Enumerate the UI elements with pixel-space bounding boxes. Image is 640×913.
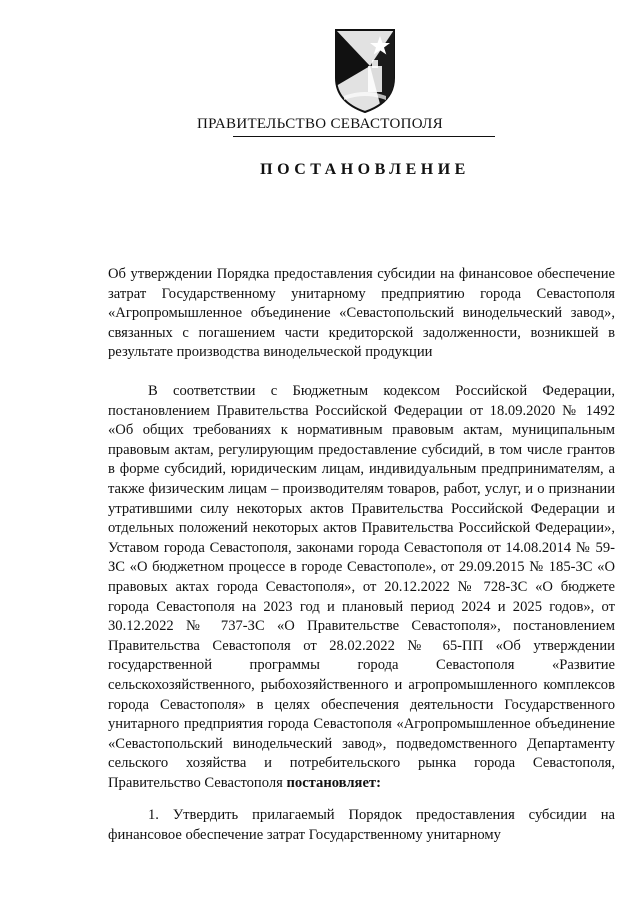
document-type: ПОСТАНОВЛЕНИЕ	[260, 161, 470, 178]
item-1-text: 1. Утвердить прилагаемый Порядок предоставления субсидии на финансовое обеспечение затрат Государственному унитарному	[108, 807, 615, 843]
resolution-item-1	[108, 806, 615, 845]
resolution-title: Об утверждении Порядка предоставления субсидии на финансовое обеспечение затрат Государственному унитарному предприятию города Севастополя «Агропромышленное объединение «Севастопольский винодельческий завод», связанных с погашением части кредиторской задолженности, возникшей в результате производства винодельческой продукции	[108, 266, 615, 360]
preamble-text: В соответствии с Бюджетным кодексом Российской Федерации, постановлением Правительства Российской Федерации от 18.09.2020 № 1492 «Об общих требованиях к нормативным правовым актам, муниципальным правовым актам, регулирующим предоставление субсидий, в том числе грантов в форме субсидий, юридическим лицам, индивидуальным предпринимателям, а также физическим лицам – производителям товаров, работ, услуг, и о признании утратившими силу некоторых актов Правительства Российской Федерации и отдельных положений некоторых актов Правительства Российской Федерации», Уставом города Севастополя, законами города Севастополя от 14.08.2014 № 59-ЗС «О бюджетном процессе в городе Севастополе», от 29.09.2015 № 185-ЗС «О правовых актах города Севастополя», от 20.12.2022 № 728-ЗС «О бюджете города Севастополя на 2023 год и плановый период 2024 и 2025 годов», от 30.12.2022 № 737-ЗС «О Правительстве Севастополя», постановлением Правительства Севастополя от 28.02.2022 № 65-ПП «Об утверждении государственной программы города Севастополя «Развитие сельскохозяйственного, рыбохозяйственного и агропромышленного комплексов города Севастополя» в целях обеспечения деятельности Государственного унитарного предприятия города Севастополя «Агропромышленное объединение «Севастопольский винодельческий завод», подведомственного Департаменту сельского хозяйства и потребительского рынка города Севастополя, Правительство Севастополя	[108, 383, 615, 791]
resolves-phrase: постановляет:	[286, 774, 381, 791]
organization-underline	[233, 136, 495, 137]
preamble	[108, 382, 615, 793]
coat-of-arms-icon	[330, 26, 400, 114]
preamble-paragraph	[108, 382, 615, 793]
organization-name: ПРАВИТЕЛЬСТВО СЕВАСТОПОЛЯ	[197, 116, 443, 132]
